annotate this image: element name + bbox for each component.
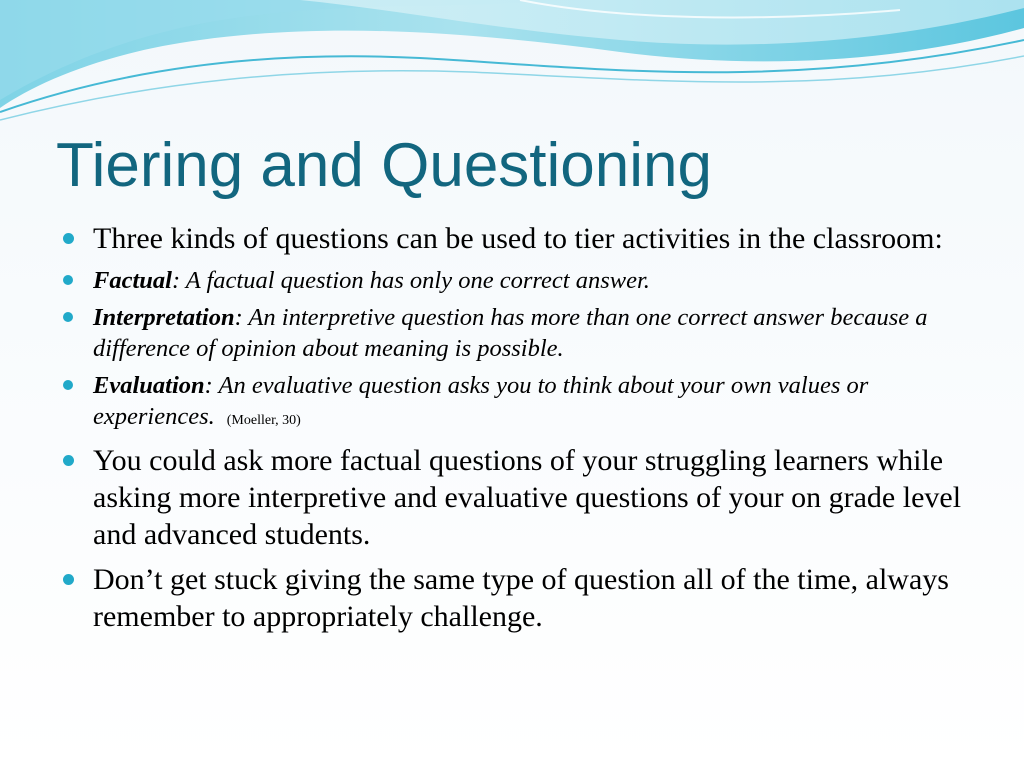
citation: (Moeller, 30) (226, 413, 301, 428)
bullet-text: : An interpretive question has more than one correct answer because a difference of opinion about meaning is possible. (93, 304, 928, 362)
bullet-text: : An evaluative question asks you to think about your own values or experiences. (93, 372, 869, 430)
bullet-text: You could ask more factual questions of your struggling learners while asking more interpretive and evaluative questions of your on grade level and advanced students. (93, 444, 962, 551)
bullet-item (60, 220, 980, 257)
slide-title: Tiering and Questioning (56, 131, 712, 200)
bullet-dot-icon (63, 455, 74, 466)
bullet-item (60, 442, 980, 553)
bullet-text: Three kinds of questions can be used to tier activities in the classroom: (93, 222, 943, 255)
term-label: Interpretation (93, 304, 235, 331)
bullet-dot-icon (63, 574, 74, 585)
bullet-item (60, 561, 980, 635)
sub-bullet-item-evaluation (60, 370, 980, 436)
sub-bullet-item-factual (60, 265, 980, 296)
header-wave-decoration (0, 0, 1024, 130)
bullet-dot-icon (63, 312, 73, 322)
bullet-text: : A factual question has only one correct answer. (171, 267, 650, 294)
bullet-list (60, 220, 980, 643)
sub-bullet-item-interpretation (60, 302, 980, 364)
bullet-text: Don’t get stuck giving the same type of question all of the time, always remember to appropriately challenge. (93, 563, 949, 633)
term-label: Factual (93, 267, 172, 294)
bullet-dot-icon (63, 233, 74, 244)
bullet-dot-icon (63, 380, 73, 390)
bullet-dot-icon (63, 275, 73, 285)
term-label: Evaluation (93, 372, 205, 399)
